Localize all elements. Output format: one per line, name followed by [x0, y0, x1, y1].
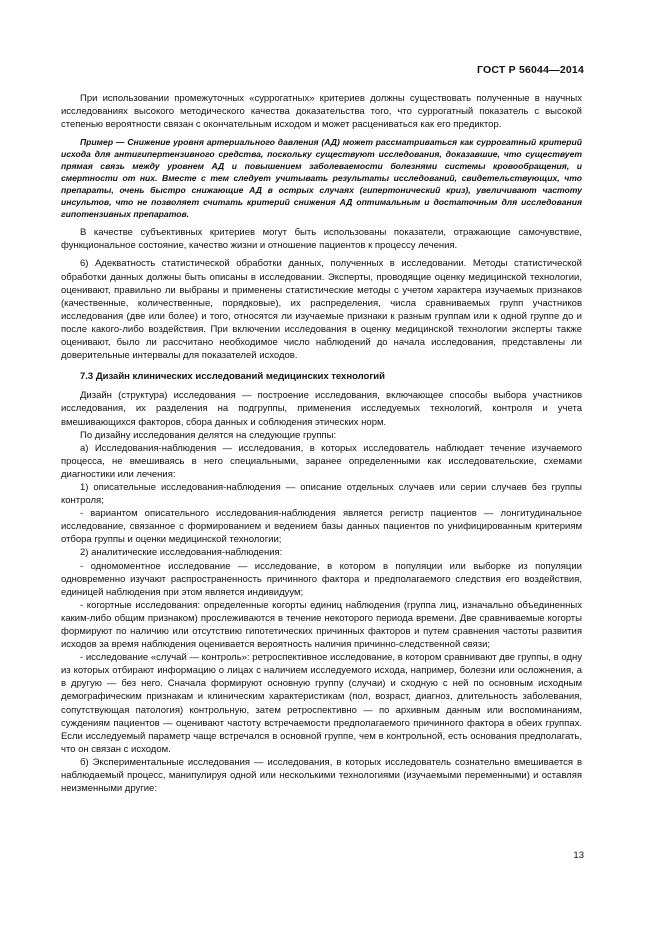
page-content [61, 92, 582, 795]
paragraph-registry: - вариантом описательного исследования-наблюдения является регистр пациентов — лонгитудинальное исследование, связанное с формированием и ведением базы данных пациентов по унифицированным критериям отбора группы и оценки медицинской технологии; [61, 508, 582, 546]
paragraph-study-design: Дизайн (структура) исследования — построение исследования, включающее способы выбора участников исследования, их разделения на подгруппы, применения исследуемых технологий, контроля и учета вмешивающихся факторов, сбора данных и соблюдения этических норм. [61, 390, 582, 428]
paragraph-cross-sectional: - одномоментное исследование — исследование, в котором в популяции или выборке из популяции одновременно изучают распространенность причинного фактора и предполагаемого следствия его воздействия, единицей наблюдения при этом является индивидуум; [61, 560, 582, 598]
section-heading: 7.3 Дизайн клинических исследований медицинских технологий [80, 371, 385, 383]
document-code: ГОСТ Р 56044—2014 [476, 64, 584, 76]
paragraph-surrogate-criteria: При использовании промежуточных «суррогатных» критериев должны существовать полученные в научных исследованиях высокого методического качества доказательства того, что суррогатный показатель с высокой степенью вероятности связан с окончательным исходом и может расцениваться как его предиктор. [61, 93, 582, 131]
paragraph-observational: а) Исследования-наблюдения — исследования, в которых исследователь наблюдает течение изучаемого процесса, не вмешиваясь в него специальными, заранее определенными как исследовательские, схемами диагностики или лечения: [61, 442, 582, 480]
paragraph-analytical: 2) аналитические исследования-наблюдения: [80, 547, 283, 559]
paragraph-experimental: б) Экспериментальные исследования — исследования, в которых исследователь сознательно вмешивается в наблюдаемый процесс, манипулируя одной или несколькими технологиями (изучаемыми переменными) и оставляя неизменными другие: [61, 756, 582, 795]
paragraph-case-control: - исследование «случай — контроль»: ретроспективное исследование, в котором сравнивают две группы, в одну из которых отбирают информацию о лицах с наличием исследуемого исхода, например, болезни или осложнения, а в другую — без него. Сначала формируют основную группу (случаи) и сходную с ней по основным исходным демографическим признакам и клиническим характеристикам (пол, возраст, диагноз, длительность заболевания, сопутствующая патология) контрольную, затем ретроспективно — по архивным данным или воспоминаниям, суждениям пациентов — оценивают частоту встречаемости предполагаемого причинного фактора в обеих группах. Если исследуемый параметр чаще встречался в основной группе, чем в контрольной, есть основания предполагать, что он связан с исходом. [61, 652, 582, 755]
paragraph-statistics: 6) Адекватность статистической обработки данных, полученных в исследовании. Методы статистической обработки данных должны быть описаны в исследовании. Эксперты, проводящие оценку медицинской технологии, оценивают, правильно ли выбраны и применены статистические методы с учетом характера изучаемых признаков (качественные, количественные, порядковые), их распределения, числа сравниваемых групп участников исследования (две или более) и того, относятся ли изучаемые признаки к разным группам или к одной группе до и после какого-либо воздействия. При включении исследования в оценку медицинской технологии эксперты также оценивают, было ли рассчитано необходимое число наблюдений до начала исследования, представлены ли доверительные интервалы для показателей исходов. [61, 258, 582, 362]
page-number: 13 [573, 850, 584, 861]
example-note: Пример — Снижение уровня артериального давления (АД) может рассматриваться как суррогатный критерий исхода для антигипертензивного средства, поскольку существуют исследования, доказавшие, что существует прямая связь между уровнем АД и повышением заболеваемости болезнями системы кровообращения, и смертности от них. Вместе с тем следует учитывать результаты исследований, свидетельствующих, что препараты, очень быстро снижающие АД в острых случаях (гипертонический криз), увеличивают частоту инсультов, что не позволяет считать критерий снижения АД оптимальным и достаточным для исследования гипотензивных препаратов. [61, 137, 582, 220]
paragraph-subjective-criteria: В качестве субъективных критериев могут быть использованы показатели, отражающие самочувствие, функциональное состояние, качество жизни и отношение пациентов к процессу лечения. [61, 227, 582, 252]
paragraph-cohort: - когортные исследования: определенные когорты единиц наблюдения (группа лиц, изначально объединенных каким-либо общим признаком) прослеживаются в течение некоторого периода времени. Две сравниваемые когорты формируют по наличию или отсутствию гипотетических причинных факторов и путем сравнения частоты развития исходов за время наблюдения оценивается вероятность наличия причинно-следственной связи; [61, 599, 582, 651]
paragraph-descriptive: 1) описательные исследования-наблюдения — описание отдельных случаев или серии случаев без группы контроля; [61, 481, 582, 507]
paragraph-design-groups: По дизайну исследования делятся на следующие группы: [80, 429, 337, 441]
